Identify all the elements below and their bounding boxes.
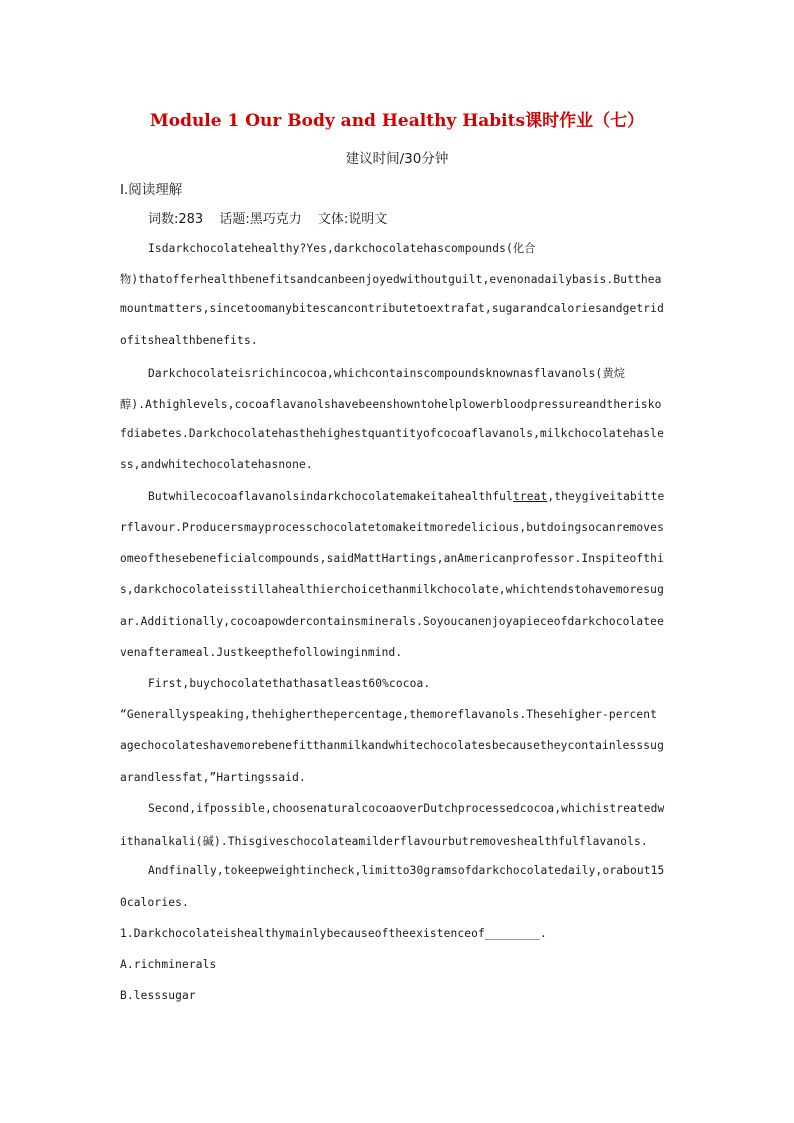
passage-line: venafterameal.Justkeepthefollowinginmind. xyxy=(120,646,403,659)
underlined-word: treat xyxy=(512,490,548,503)
passage-line: fdiabetes.Darkchocolatehasthehighestquantityofcocoaflavanols,milkchocolatehasle xyxy=(120,427,664,440)
passage-line: ithanalkali(碱).Thisgiveschocolateamilderflavourbutremoveshealthfulflavanols. xyxy=(120,835,648,848)
passage-line: arandlessfat,”Hartingssaid. xyxy=(120,771,306,784)
passage-line: mountmatters,sincetoomanybitescancontributetoextrafat,sugarandcaloriesandgetrid xyxy=(120,302,664,315)
passage-line: s,darkchocolateisstillahealthierchoicethanmilkchocolate,whichtendstohavemoresug xyxy=(120,583,664,596)
passage-line: ar.Additionally,cocoapowdercontainsminerals.Soyoucanenjoyapieceofdarkchocolatee xyxy=(120,615,664,628)
suggested-time: 建议时间/30分钟 xyxy=(345,151,449,167)
word-count: 词数:283 xyxy=(148,212,204,227)
passage-info xyxy=(148,208,399,227)
passage-line: First,buychocolatethathasatleast60%cocoa. xyxy=(148,677,431,690)
page-title: Module 1 Our Body and Healthy Habits课时作业（七） xyxy=(149,111,645,131)
passage-line: 物)thatofferhealthbenefitsandcanbeenjoyedwithoutguilt,evenonadailybasis.Butthea xyxy=(120,273,662,286)
passage-line: ofitshealthbenefits. xyxy=(120,334,258,347)
passage-text: ,theygiveitabitte xyxy=(547,490,665,503)
option-a: A.richminerals xyxy=(120,958,217,971)
passage-line xyxy=(148,490,664,503)
section-heading: Ⅰ.阅读理解 xyxy=(120,182,183,198)
option-b: B.lesssugar xyxy=(120,989,196,1002)
passage-line: omeofthesebeneficialcompounds,saidMattHartings,anAmericanprofessor.Inspiteofthi xyxy=(120,552,664,565)
passage-line: agechocolateshavemorebenefitthanmilkandwhitechocolatesbecausetheycontainlesssug xyxy=(120,739,664,752)
text-style: 文体:说明文 xyxy=(317,212,388,227)
passage-line: Isdarkchocolatehealthy?Yes,darkchocolatehascompounds(化合 xyxy=(148,242,536,255)
passage-line: ss,andwhitechocolatehasnone. xyxy=(120,458,313,471)
passage-line: Darkchocolateisrichincocoa,whichcontainscompoundsknownasflavanols(黄烷 xyxy=(148,367,626,380)
passage-line: Andfinally,tokeepweightincheck,limitto30gramsofdarkchocolatedaily,orabout15 xyxy=(148,864,665,877)
question-stem: 1.Darkchocolateishealthymainlybecauseoftheexistenceof________. xyxy=(120,927,547,940)
passage-line: 0calories. xyxy=(120,896,189,909)
passage-line: “Generallyspeaking,thehigherthepercentage,themoreflavanols.Thesehigher-percent xyxy=(120,708,658,721)
passage-line: Second,ifpossible,choosenaturalcocoaoverDutchprocessedcocoa,whichistreatedw xyxy=(148,802,665,815)
passage-text: Butwhilecocoaflavanolsindarkchocolatemakeitahealthful xyxy=(148,490,513,503)
passage-line: 醇).Athighlevels,cocoaflavanolshavebeenshowntohelplowerbloodpressureandtherisko xyxy=(120,398,662,411)
topic: 话题:黑巧克力 xyxy=(219,212,302,227)
passage-line: rflavour.Producersmayprocesschocolatetomakeitmoredelicious,butdoingsocanremoves xyxy=(120,521,664,534)
